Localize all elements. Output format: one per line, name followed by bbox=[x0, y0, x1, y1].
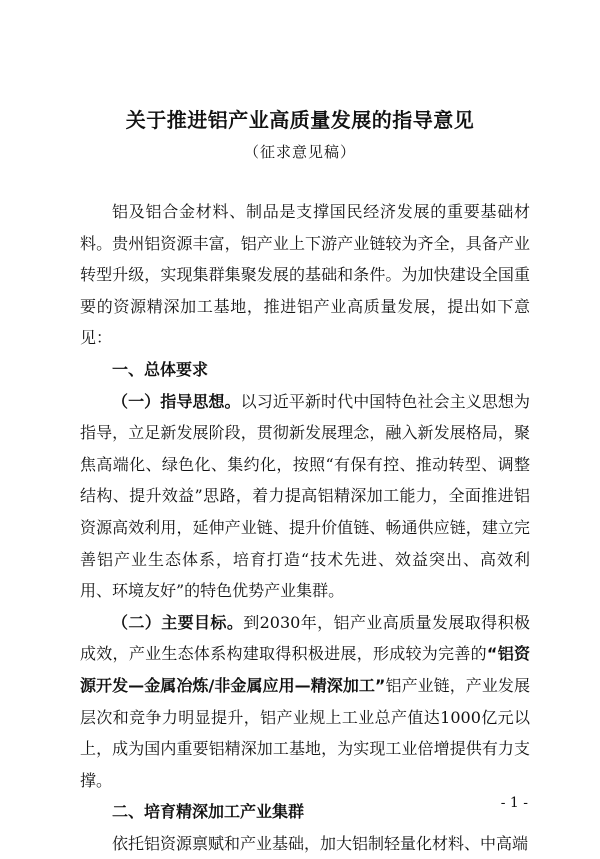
section-1-item-1 bbox=[80, 386, 530, 607]
page-number: - 1 - bbox=[500, 795, 528, 811]
document-subtitle: （征求意见稿） bbox=[243, 143, 356, 161]
intro-paragraph: 铝及铝合金材料、制品是支撑国民经济发展的重要基础材料。贵州铝资源丰富，铝产业上下游产业链较为齐全，具备产业转型升级，实现集群集聚发展的基础和条件。为加快建设全国重要的资源精深加工基地，推进铝产业高质量发展，提出如下意见： bbox=[80, 202, 530, 348]
document-title: 关于推进铝产业高质量发展的指导意见 bbox=[125, 108, 475, 132]
item-1-text: 以习近平新时代中国特色社会主义思想为指导，立足新发展阶段，贯彻新发展理念，融入新发展格局，聚焦高端化、绿色化、集约化，按照“有保有控、推动转型、调整结构、提升效益”思路，着力提高铝精深加工能力，全面推进铝资源高效利用，延伸产业链、提升价值链、畅通供应链，建立完善铝产业生态体系，培育打造“技术先进、效益突出、高效利用、环境友好”的特色优势产业集群。 bbox=[80, 391, 530, 601]
document-body bbox=[80, 196, 530, 859]
section-1-item-2 bbox=[80, 607, 530, 797]
section-2-heading: 二、培育精深加工产业集群 bbox=[112, 802, 305, 822]
section-2-paragraph: 依托铝资源禀赋和产业基础，加大铝制轻量化材料、中高端 bbox=[112, 833, 529, 853]
item-2-text-a: 到2030年，铝产业高质量发展取得积极成效，产业生态体系构建取得积极进展，形成较为完善的 bbox=[80, 612, 530, 664]
item-2-label: （二）主要目标。 bbox=[112, 612, 244, 632]
item-2-text-bold: “铝资源开发—金属冶炼/非金属应用—精深加工” bbox=[80, 644, 530, 695]
item-1-label: （一）指导思想。 bbox=[112, 391, 241, 411]
section-1-heading: 一、总体要求 bbox=[112, 359, 209, 379]
item-2-text-b: 铝产业链，产业发展层次和竞争力明显提升，铝产业规上工业总产值达1000亿元以上，成为国内重要铝精深加工基地，为实现工业倍增提供有力支撑。 bbox=[80, 675, 530, 790]
